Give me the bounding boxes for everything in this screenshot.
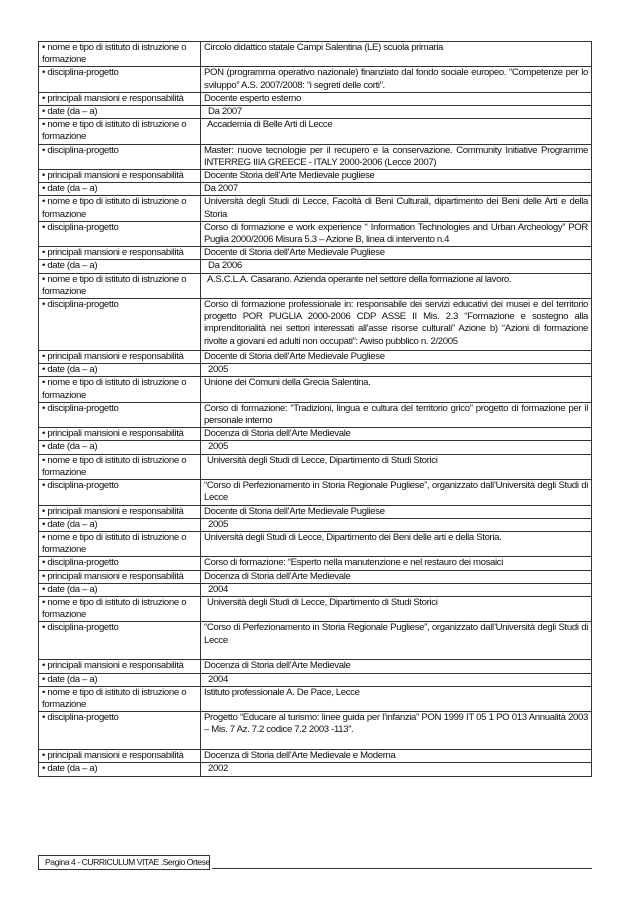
row-label: • principali mansioni e responsabilità: [39, 247, 201, 260]
row-label: • disciplina-progetto: [39, 402, 201, 427]
row-value: Docenza di Storia dell’Arte Medievale e Moderna: [201, 750, 592, 763]
row-value: Master: nuove tecnologie per il recupero e la conservazione. Community Initiative Programme INTERREG IIIA GREECE - ITALY 2000-2006 (Lecce 2007): [201, 144, 592, 169]
row-value: PON (programma operativo nazionale) finanziato dal fondo sociale europeo. “Competenze per lo sviluppo” A.S. 2007/2008: “i segreti delle corti”.: [201, 67, 592, 92]
row-label: • date (da – a): [39, 106, 201, 119]
table-row: [39, 144, 592, 169]
table-row: [39, 42, 592, 67]
row-label: • date (da – a): [39, 183, 201, 196]
row-value: Docente di Storia dell’Arte Medievale Pugliese: [201, 247, 592, 260]
table-row: [39, 119, 592, 144]
row-value: Università degli Studi di Lecce, Dipartimento dei Beni delle arti e della Storia.: [201, 531, 592, 556]
row-label: • date (da – a): [39, 441, 201, 454]
row-value: Progetto “Educare al turismo: linee guida per l’infanzia” PON 1999 IT 05 1 PO 013 Annualità 2003 – Mis. 7 Az. 7.2 codice 7.2 2003 -113”.: [201, 712, 592, 750]
row-value: Docente Storia dell’Arte Medievale pugliese: [201, 170, 592, 183]
row-label: • nome e tipo di istituto di istruzione o formazione: [39, 196, 201, 221]
row-label: • principali mansioni e responsabilità: [39, 351, 201, 364]
table-row: [39, 67, 592, 92]
row-label: • principali mansioni e responsabilità: [39, 92, 201, 105]
table-row: [39, 763, 592, 776]
row-value: Docenza di Storia dell’Arte Medievale: [201, 570, 592, 583]
row-label: • nome e tipo di istituto di istruzione o formazione: [39, 42, 201, 67]
row-value: Corso di formazione: “Esperto nella manutenzione e nel restauro dei mosaici: [201, 557, 592, 570]
table-row: [39, 570, 592, 583]
row-label: • disciplina-progetto: [39, 299, 201, 351]
row-value: “Corso di Perfezionamento in Storia Regionale Pugliese”, organizzato dall’Università degli Studi di Lecce: [201, 480, 592, 505]
row-label: • disciplina-progetto: [39, 67, 201, 92]
table-row: [39, 92, 592, 105]
row-label: • nome e tipo di istituto di istruzione o formazione: [39, 119, 201, 144]
row-label: • date (da – a): [39, 260, 201, 273]
row-label: • nome e tipo di istituto di istruzione o formazione: [39, 596, 201, 621]
table-row: [39, 750, 592, 763]
table-row: [39, 170, 592, 183]
table-row: [39, 428, 592, 441]
row-value: Unione dei Comuni della Grecia Salentina.: [201, 377, 592, 402]
table-row: [39, 622, 592, 660]
row-label: • principali mansioni e responsabilità: [39, 660, 201, 673]
row-value: 2005: [201, 518, 592, 531]
row-value: Da 2006: [201, 260, 592, 273]
row-label: • principali mansioni e responsabilità: [39, 428, 201, 441]
row-value: A.S.C.L.A. Casarano. Azienda operante nel settore della formazione al lavoro.: [201, 273, 592, 298]
row-label: • principali mansioni e responsabilità: [39, 750, 201, 763]
row-value: Docenza di Storia dell’Arte Medievale: [201, 428, 592, 441]
table-row: [39, 351, 592, 364]
row-value: Istituto professionale A. De Pace, Lecce: [201, 686, 592, 711]
table-row: [39, 660, 592, 673]
row-value: Da 2007: [201, 106, 592, 119]
table-row: [39, 531, 592, 556]
table-row: [39, 480, 592, 505]
row-label: • principali mansioni e responsabilità: [39, 505, 201, 518]
row-value: Università degli Studi di Lecce, Facoltà di Beni Culturali, dipartimento dei Beni delle Arti e della Storia: [201, 196, 592, 221]
row-value: Corso di formazione professionale in: responsabile dei servizi educativi dei musei e del territorio progetto POR PUGLIA 2000-2006 CDP ASSE II Mis. 2.3 “Formazione e sostegno alla imprenditorialità nei settori interessati all’asse risorse culturali” Azione b) “Azioni di formazione rivolte a giovani ed adulti non occupati”: Awiso pubblico n. 2/2005: [201, 299, 592, 351]
row-label: • disciplina-progetto: [39, 557, 201, 570]
table-row: [39, 221, 592, 246]
table-row: [39, 196, 592, 221]
table-row: [39, 299, 592, 351]
table-row: [39, 686, 592, 711]
row-value: Docente di Storia dell’Arte Medievale Pugliese: [201, 351, 592, 364]
cv-table: [38, 41, 592, 777]
row-value: Corso di formazione e work experience “ Information Technologies and Urban Archeology” POR Puglia 2000/2006 Misura 5.3 – Azione B, linea di intervento n.4: [201, 221, 592, 246]
row-label: • date (da – a): [39, 763, 201, 776]
row-label: • nome e tipo di istituto di istruzione o formazione: [39, 273, 201, 298]
table-row: [39, 106, 592, 119]
row-value: Accademia di Belle Arti di Lecce: [201, 119, 592, 144]
row-label: • disciplina-progetto: [39, 712, 201, 750]
table-row: [39, 183, 592, 196]
table-row: [39, 377, 592, 402]
table-row: [39, 364, 592, 377]
table-row: [39, 260, 592, 273]
table-row: [39, 402, 592, 427]
table-row: [39, 583, 592, 596]
row-value: “Corso di Perfezionamento in Storia Regionale Pugliese”, organizzato dall’Università degli Studi di Lecce: [201, 622, 592, 660]
row-value: 2004: [201, 583, 592, 596]
row-label: • date (da – a): [39, 518, 201, 531]
row-value: 2004: [201, 673, 592, 686]
table-row: [39, 557, 592, 570]
row-label: • date (da – a): [39, 364, 201, 377]
table-row: [39, 673, 592, 686]
table-row: [39, 441, 592, 454]
row-label: • disciplina-progetto: [39, 480, 201, 505]
row-value: 2005: [201, 364, 592, 377]
footer-rule: [212, 868, 592, 869]
row-value: Università degli Studi di Lecce, Dipartimento di Studi Storici: [201, 596, 592, 621]
row-value: Da 2007: [201, 183, 592, 196]
row-value: Circolo didattico statale Campi Salentina (LE) scuola primaria: [201, 42, 592, 67]
row-label: • date (da – a): [39, 583, 201, 596]
row-label: • nome e tipo di istituto di istruzione o formazione: [39, 531, 201, 556]
row-label: • date (da – a): [39, 673, 201, 686]
page-footer: Pagina 4 - CURRICULUM VITAE .Sergio Ortese: [38, 855, 210, 870]
row-label: • principali mansioni e responsabilità: [39, 170, 201, 183]
row-value: 2002: [201, 763, 592, 776]
row-value: Docenza di Storia dell’Arte Medievale: [201, 660, 592, 673]
row-value: Corso di formazione: “Tradizioni, lingua e cultura del territorio grico” progetto di formazione per il personale interno: [201, 402, 592, 427]
table-row: [39, 273, 592, 298]
row-label: • disciplina-progetto: [39, 221, 201, 246]
row-value: Docente di Storia dell’Arte Medievale Pugliese: [201, 505, 592, 518]
row-label: • nome e tipo di istituto di istruzione o formazione: [39, 454, 201, 479]
row-label: • nome e tipo di istituto di istruzione o formazione: [39, 686, 201, 711]
table-row: [39, 247, 592, 260]
table-row: [39, 454, 592, 479]
table-row: [39, 505, 592, 518]
row-value: 2005: [201, 441, 592, 454]
table-row: [39, 596, 592, 621]
row-label: • principali mansioni e responsabilità: [39, 570, 201, 583]
row-value: Università degli Studi di Lecce, Dipartimento di Studi Storici: [201, 454, 592, 479]
row-label: • nome e tipo di istituto di istruzione o formazione: [39, 377, 201, 402]
table-row: [39, 712, 592, 750]
table-row: [39, 518, 592, 531]
row-label: • disciplina-progetto: [39, 144, 201, 169]
row-label: • disciplina-progetto: [39, 622, 201, 660]
cv-table-body: [39, 42, 592, 777]
row-value: Docente esperto esterno: [201, 92, 592, 105]
